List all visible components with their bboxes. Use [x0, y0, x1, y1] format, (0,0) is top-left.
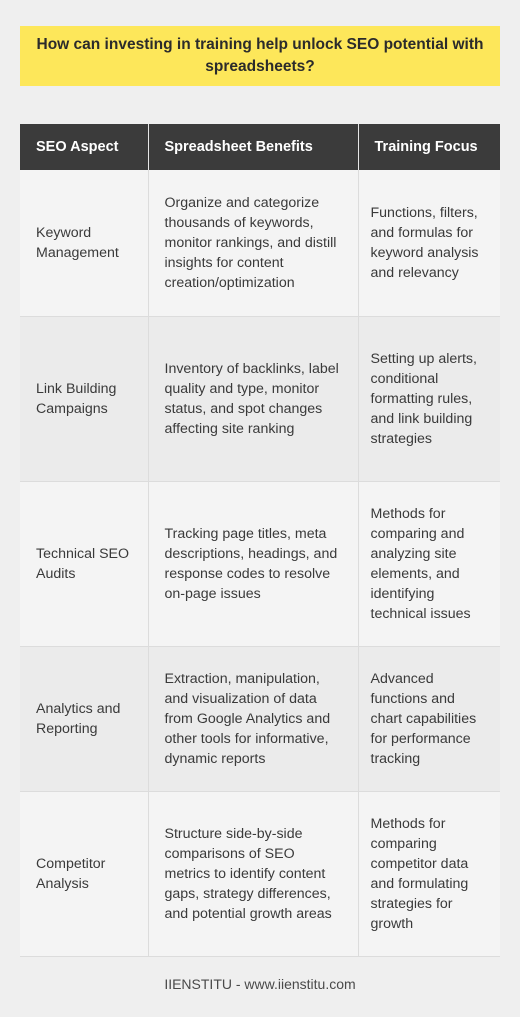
spreadsheet-benefits-cell: Organize and categorize thousands of keywords, monitor rankings, and distill insights for content creation/optimization	[148, 170, 358, 316]
seo-aspect-cell: Competitor Analysis	[20, 791, 148, 956]
table-header-row	[20, 124, 500, 170]
table-row	[20, 170, 500, 316]
training-focus-cell: Functions, filters, and formulas for keyword analysis and relevancy	[358, 170, 500, 316]
table-row	[20, 481, 500, 646]
seo-training-table	[20, 124, 500, 957]
spreadsheet-benefits-cell: Inventory of backlinks, label quality and type, monitor status, and spot changes affecting site ranking	[148, 316, 358, 481]
seo-aspect-cell: Technical SEO Audits	[20, 481, 148, 646]
spreadsheet-benefits-cell: Extraction, manipulation, and visualization of data from Google Analytics and other tools for informative, dynamic reports	[148, 646, 358, 791]
training-focus-cell: Methods for comparing competitor data and formulating strategies for growth	[358, 791, 500, 956]
table-row	[20, 646, 500, 791]
column-header-spreadsheet-benefits: Spreadsheet Benefits	[148, 124, 358, 170]
column-header-seo-aspect: SEO Aspect	[20, 124, 148, 170]
seo-aspect-cell: Analytics and Reporting	[20, 646, 148, 791]
title-banner	[20, 26, 500, 86]
training-focus-cell: Advanced functions and chart capabilities for performance tracking	[358, 646, 500, 791]
table-row	[20, 791, 500, 956]
seo-aspect-cell: Keyword Management	[20, 170, 148, 316]
column-header-training-focus: Training Focus	[358, 124, 500, 170]
training-focus-cell: Methods for comparing and analyzing site elements, and identifying technical issues	[358, 481, 500, 646]
page-title: How can investing in training help unlock SEO potential with spreadsheets?	[36, 36, 484, 75]
table-row	[20, 316, 500, 481]
spreadsheet-benefits-cell: Structure side-by-side comparisons of SEO metrics to identify content gaps, strategy differences, and potential growth areas	[148, 791, 358, 956]
footer-credit: IIENSTITU - www.iienstitu.com	[164, 976, 356, 992]
seo-aspect-cell: Link Building Campaigns	[20, 316, 148, 481]
spreadsheet-benefits-cell: Tracking page titles, meta descriptions, headings, and response codes to resolve on-page issues	[148, 481, 358, 646]
training-focus-cell: Setting up alerts, conditional formatting rules, and link building strategies	[358, 316, 500, 481]
